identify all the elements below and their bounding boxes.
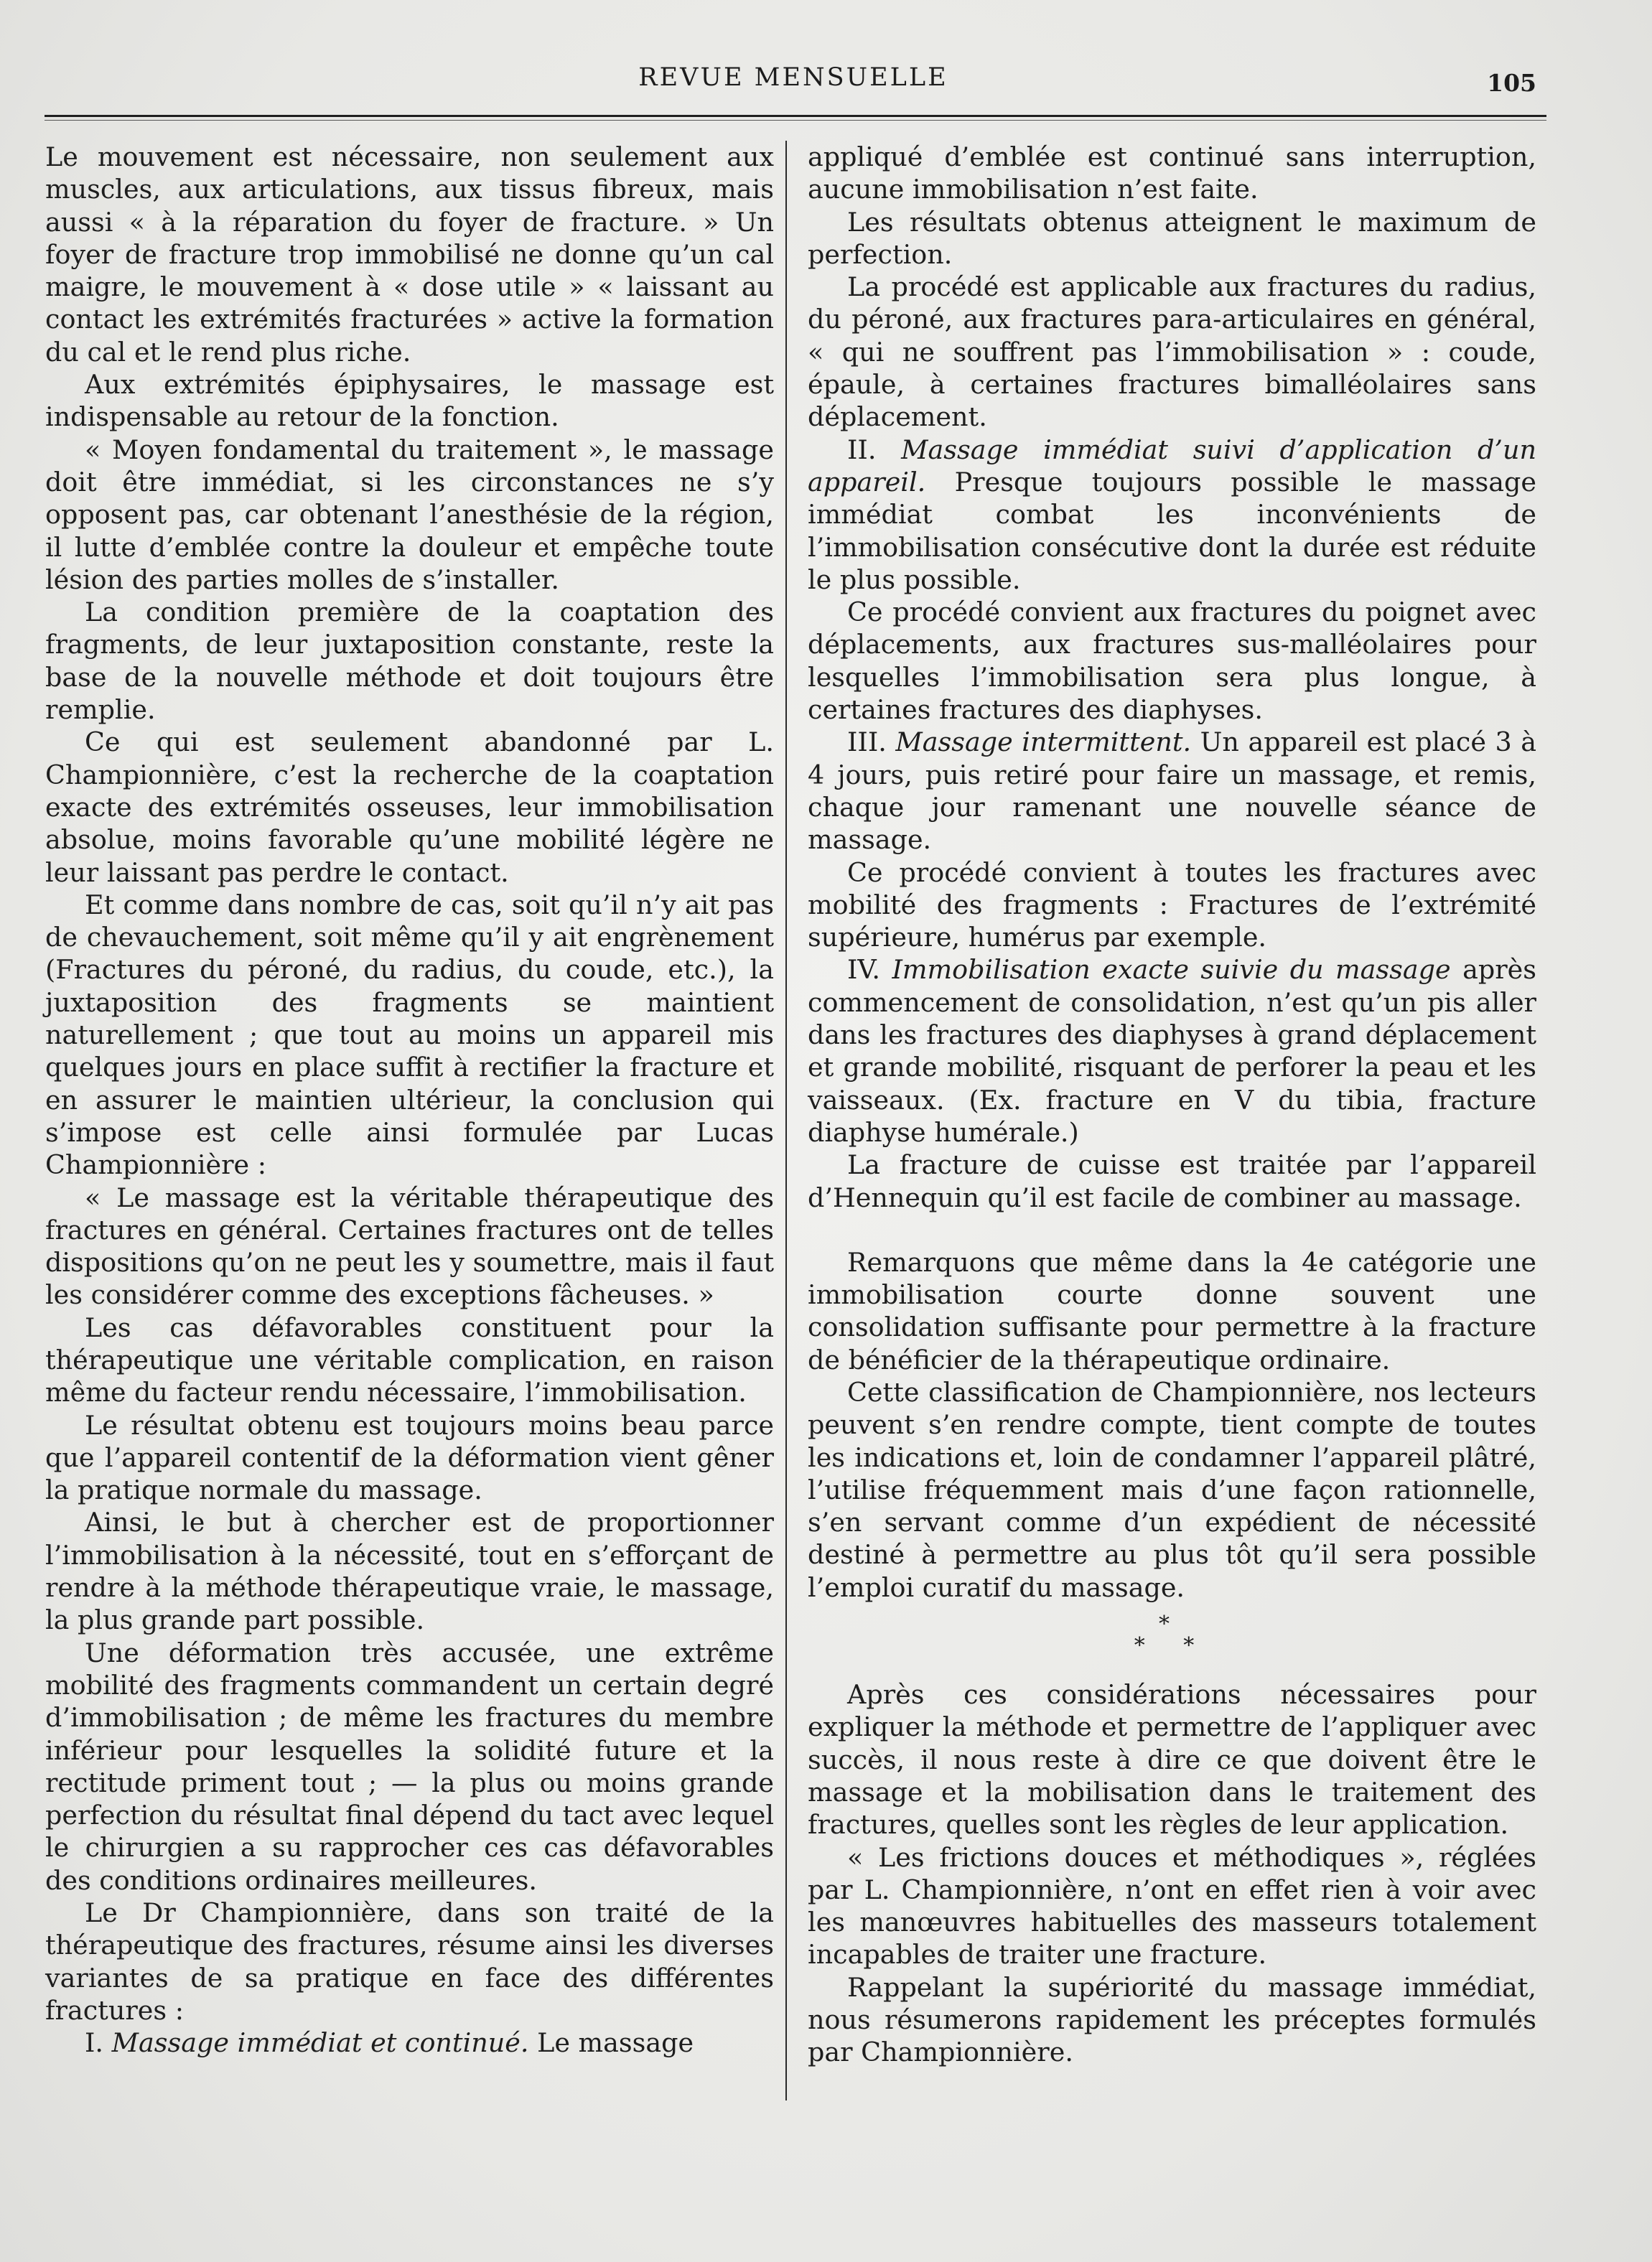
paragraph: Rappelant la supériorité du massage immédiat, nous résumerons rapidement les préceptes formulés par Championnière. xyxy=(808,1971,1536,2068)
page-number: 105 xyxy=(1487,69,1536,97)
paragraph: Le mouvement est nécessaire, non seulement aux muscles, aux articulations, aux tissus fibreux, mais aussi « à la réparation du foyer de fracture. » Un foyer de fracture trop immobilisé ne donne qu’un cal maigre, le mouvement à « dose utile » « laissant au contact les extrémités fracturées » active la formation du cal et le rend plus riche. xyxy=(45,141,774,368)
paragraph: Une déformation très accusée, une extrême mobilité des fragments commandent un certain degré d’immobilisation ; de même les fractures du membre inférieur pour lesquelles la solidité future et la rectitude priment tout ; — la plus ou moins grande perfection du résultat final dépend du tact avec lequel le chirurgien a su rapprocher ces cas défavorables des conditions ordinaires meilleures. xyxy=(45,1637,774,1896)
paragraph: Le Dr Championnière, dans son traité de la thérapeutique des fractures, résume ainsi les diverses variantes de sa pratique en face des différentes fractures : xyxy=(45,1897,774,2026)
running-title: REVUE MENSUELLE xyxy=(638,63,948,92)
method-numeral: IV. xyxy=(847,954,880,986)
method-text: après commencement de consolidation, n’est qu’un pis aller dans les fractures des diaphyses à grand déplacement et grande mobilité, risquant de perforer la peau et les vaisseaux. (Ex. fracture en V du tibia, fracture diaphyse humérale.) xyxy=(808,954,1536,1148)
method-title: Massage intermittent. xyxy=(895,726,1192,758)
method-three xyxy=(808,726,1536,856)
quotation: « Le massage est la véritable thérapeutique des fractures en général. Certaines fractures ont de telles dispositions qu’on ne peut les y soumettre, mais il faut les considérer comme des exceptions fâcheuses. » xyxy=(45,1182,774,1311)
paragraph: Et comme dans nombre de cas, soit qu’il n’y ait pas de chevauchement, soit même qu’il y ait engrènement (Fractures du péroné, du radius, du coude, etc.), la juxtaposition des fragments se maintient naturellement ; que tout au moins un appareil mis quelques jours en place suffit à rectifier la fracture et en assurer le maintien ultérieur, la conclusion qui s’impose est celle ainsi formulée par Lucas Championnière : xyxy=(45,889,774,1181)
method-title: Massage immédiat suivi d’application d’un appareil. xyxy=(808,434,1537,497)
right-column xyxy=(808,141,1536,2069)
method-two xyxy=(808,434,1536,596)
method-text: Presque toujours possible le massage immédiat combat les inconvénients de l’immobilisation consécutive dont la durée est réduite le plus possible. xyxy=(808,466,1536,595)
paragraph: Les résultats obtenus atteignent le maximum de perfection. xyxy=(808,206,1536,270)
paragraph: Aux extrémités épiphysaires, le massage est indispensable au retour de la fonction. xyxy=(45,369,774,433)
column-rule xyxy=(785,141,787,2100)
paragraph: Cette classification de Championnière, nos lecteurs peuvent s’en rendre compte, tient compte de toutes les indications et, loin de condamner l’appareil plâtré, l’utilise fréquemment mais d’une façon rationnelle, s’en servant comme d’un expédient de nécessité destiné à permettre au plus tôt qu’il sera possible l’emploi curatif du massage. xyxy=(808,1376,1536,1603)
header-rule xyxy=(45,115,1546,121)
method-four xyxy=(808,953,1536,1149)
paragraph: Remarquons que même dans la 4e catégorie une immobilisation courte donne souvent une consolidation suffisante pour permettre à la fracture de bénéficier de la thérapeutique ordinaire. xyxy=(808,1246,1536,1375)
divider-asterisk-top: * xyxy=(1159,1612,1185,1637)
method-numeral: II. xyxy=(847,434,877,465)
divider-asterisks-bottom: * * xyxy=(1134,1633,1210,1659)
paragraph: appliqué d’emblée est continué sans interruption, aucune immobilisation n’est faite. xyxy=(808,141,1536,205)
paragraph: « Les frictions douces et méthodiques », réglées par L. Championnière, n’ont en effet rien à voir avec les manœuvres habituelles des masseurs totalement incapables de traiter une fracture. xyxy=(808,1841,1536,1971)
method-numeral: III. xyxy=(847,726,887,758)
paragraph: Ce procédé convient à toutes les fractures avec mobilité des fragments : Fractures de l’extrémité supérieure, humérus par exemple. xyxy=(808,856,1536,953)
paragraph: Le résultat obtenu est toujours moins beau parce que l’appareil contentif de la déformation vient gêner la pratique normale du massage. xyxy=(45,1409,774,1506)
method-title: Massage immédiat et continué. xyxy=(111,2027,529,2059)
paragraph: Ce procédé convient aux fractures du poignet avec déplacements, aux fractures sus-malléolaires pour lesquelles l’immobilisation sera plus longue, à certaines fractures des diaphyses. xyxy=(808,597,1536,726)
section-divider xyxy=(808,1614,1536,1657)
paragraph: Les cas défavorables constituent pour la thérapeutique une véritable complication, en raison même du facteur rendu nécessaire, l’immobilisation. xyxy=(45,1312,774,1408)
paragraph: Ainsi, le but à chercher est de proportionner l’immobilisation à la nécessité, tout en s’efforçant de rendre à la méthode thérapeutique vraie, le massage, la plus grande part possible. xyxy=(45,1507,774,1636)
paragraph: Après ces considérations nécessaires pour expliquer la méthode et permettre de l’appliquer avec succès, il nous reste à dire ce que doivent être le massage et la mobilisation dans le traitement des fractures, quelles sont les règles de leur application. xyxy=(808,1679,1536,1841)
paragraph: La procédé est applicable aux fractures du radius, du péroné, aux fractures para-articulaires en général, « qui ne souffrent pas l’immobilisation » : coude, épaule, à certaines fractures bimalléolaires sans déplacement. xyxy=(808,271,1536,433)
method-text: Le massage xyxy=(528,2027,694,2059)
paragraph: « Moyen fondamental du traitement », le massage doit être immédiat, si les circonstances ne s’y opposent pas, car obtenant l’anesthésie de la région, il lutte d’emblée contre la douleur et empêche toute lésion des parties molles de s’installer. xyxy=(45,434,774,595)
method-title: Immobilisation exacte suivie du massage xyxy=(892,954,1451,986)
left-column xyxy=(45,141,774,2060)
method-numeral: I. xyxy=(85,2027,104,2059)
method-one-start xyxy=(45,2027,774,2059)
page-header xyxy=(43,63,1544,106)
paragraph: La condition première de la coaptation des fragments, de leur juxtaposition constante, reste la base de la nouvelle méthode et doit toujours être remplie. xyxy=(45,597,774,726)
paragraph: Ce qui est seulement abandonné par L. Championnière, c’est la recherche de la coaptation exacte des extrémités osseuses, leur immobilisation absolue, moins favorable qu’une mobilité légère ne leur laissant pas perdre le contact. xyxy=(45,726,774,888)
method-text: Un appareil est placé 3 à 4 jours, puis retiré pour faire un massage, et remis, chaque jour ramenant une nouvelle séance de massage. xyxy=(808,726,1537,856)
paragraph: La fracture de cuisse est traitée par l’appareil d’Hennequin qu’il est facile de combiner au massage. xyxy=(808,1149,1536,1213)
